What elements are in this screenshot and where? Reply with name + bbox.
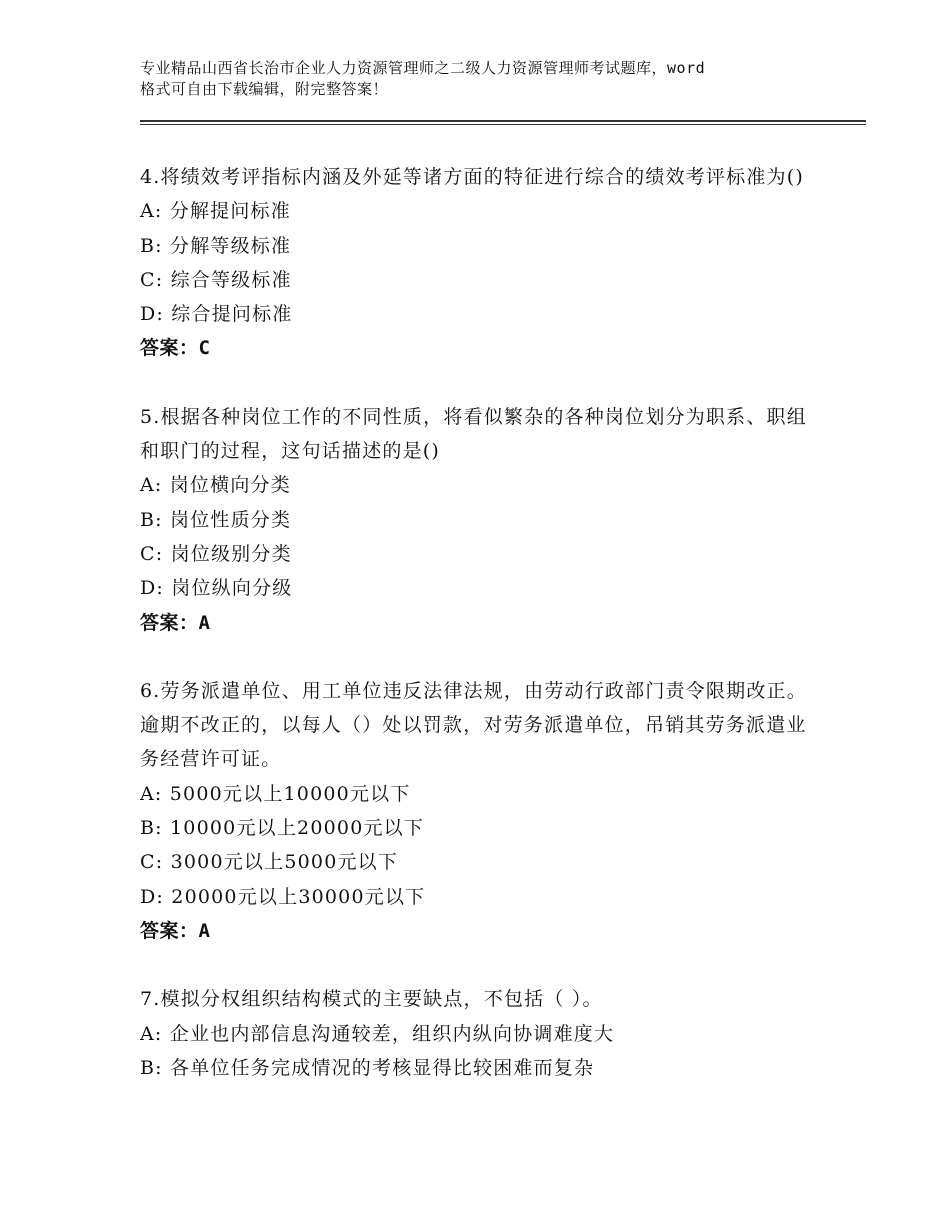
option-c: C: 岗位级别分类 [140, 542, 292, 565]
option-d: D: 20000元以上30000元以下 [140, 885, 426, 908]
option-b: B: 岗位性质分类 [140, 508, 292, 531]
header-line-1: 专业精品山西省长治市企业人力资源管理师之二级人力资源管理师考试题库，word [140, 59, 706, 77]
option-c: C: 综合等级标准 [140, 268, 292, 291]
question-list [140, 160, 820, 1119]
option-a: A: 分解提问标准 [140, 200, 291, 223]
option-d: D: 综合提问标准 [140, 303, 293, 326]
question-text: 5.根据各种岗位工作的不同性质，将看似繁杂的各种岗位划分为职系、职组和职门的过程，这句话描述的是() [140, 405, 807, 463]
question-text: 6.劳务派遣单位、用工单位违反法律法规，由劳动行政部门责令限期改正。逾期不改正的，以每人（）处以罚款，对劳务派遣单位，吊销其劳务派遣业务经营许可证。 [140, 679, 807, 771]
header-divider-thick [140, 120, 866, 122]
option-c: C: 3000元以上5000元以下 [140, 851, 399, 874]
answer-line: 答案：A [140, 611, 211, 634]
option-a: A: 岗位横向分类 [140, 474, 291, 497]
option-b: B: 10000元以上20000元以下 [140, 817, 425, 840]
option-b: B: 各单位任务完成情况的考核显得比较困难而复杂 [140, 1056, 595, 1079]
header-line-2: 格式可自由下载编辑，附完整答案！ [140, 80, 389, 98]
option-b: B: 分解等级标准 [140, 234, 292, 257]
option-a: A: 企业也内部信息沟通较差，组织内纵向协调难度大 [140, 1022, 615, 1045]
question-text: 4.将绩效考评指标内涵及外延等诸方面的特征进行综合的绩效考评标准为() [140, 166, 804, 188]
question-6 [140, 674, 820, 948]
header-divider-thin [140, 124, 866, 125]
question-5 [140, 400, 820, 640]
answer-line: 答案：C [140, 337, 211, 360]
answer-line: 答案：A [140, 919, 211, 942]
document-header [140, 58, 830, 100]
option-a: A: 5000元以上10000元以下 [140, 782, 411, 805]
question-4 [140, 160, 820, 366]
option-d: D: 岗位纵向分级 [140, 577, 293, 600]
question-7 [140, 982, 820, 1085]
question-text: 7.模拟分权组织结构模式的主要缺点，不包括（ ）。 [140, 988, 603, 1011]
